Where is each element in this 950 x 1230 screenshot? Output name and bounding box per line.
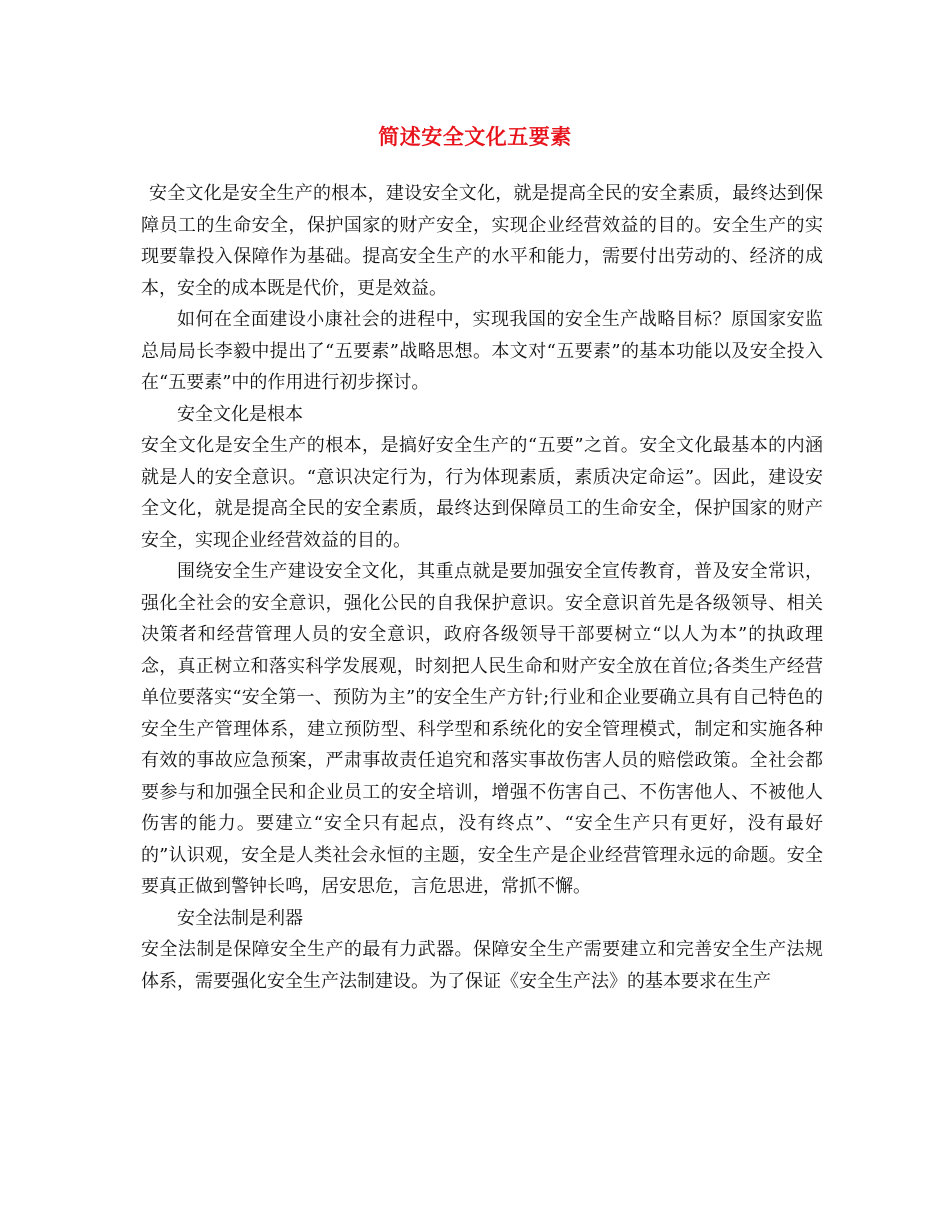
section-heading-safety-culture: 安全文化是根本 [177, 403, 303, 425]
paragraph-safety-law: 安全法制是保障安全生产的最有力武器。保障安全生产需要建立和完善安全生产法规体系，需要强化安全生产法制建设。为了保证《安全生产法》的基本要求在生产 [141, 939, 823, 992]
paragraph-safety-awareness: 围绕安全生产建设安全文化，其重点就是要加强安全宣传教育，普及安全常识，强化全社会的安全意识，强化公民的自我保护意识。安全意识首先是各级领导、相关决策者和经营管理人员的安全意识，政府各级领导干部要树立“以人为本”的执政理念，真正树立和落实科学发展观，时刻把人民生命和财产安全放在首位;各类生产经营单位要落实“安全第一、预防为主”的安全生产方针;行业和企业要确立具有自己特色的安全生产管理体系，建立预防型、科学型和系统化的安全管理模式，制定和实施各种有效的事故应急预案，严肃事故责任追究和落实事故伤害人员的赔偿政策。全社会都要参与和加强全民和企业员工的安全培训，增强不伤害自己、不伤害他人、不被他人伤害的能力。要建立“安全只有起点，没有终点”、“安全生产只有更好，没有最好的”认识观，安全是人类社会永恒的主题，安全生产是企业经营管理永远的命题。安全要真正做到警钟长鸣，居安思危，言危思进，常抓不懈。 [141, 561, 823, 897]
document-title: 简述安全文化五要素 [378, 124, 572, 149]
section-heading-safety-law: 安全法制是利器 [177, 907, 303, 929]
document-body [141, 178, 823, 997]
paragraph-intro: 安全文化是安全生产的根本，建设安全文化，就是提高全民的安全素质，最终达到保障员工的生命安全，保护国家的财产安全，实现企业经营效益的目的。安全生产的实现要靠投入保障作为基础。提高安全生产的水平和能力，需要付出劳动的、经济的成本，安全的成本既是代价，更是效益。 [141, 183, 823, 299]
paragraph-safety-culture: 安全文化是安全生产的根本，是搞好安全生产的“五要”之首。安全文化最基本的内涵就是人的安全意识。“意识决定行为，行为体现素质，素质决定命运”。因此，建设安全文化，就是提高全民的安全素质，最终达到保障员工的生命安全，保护国家的财产安全，实现企业经营效益的目的。 [141, 435, 823, 551]
paragraph-five-elements: 如何在全面建设小康社会的进程中，实现我国的安全生产战略目标？原国家安监总局局长李毅中提出了“五要素”战略思想。本文对“五要素”的基本功能以及安全投入在“五要素”中的作用进行初步探讨。 [141, 309, 823, 393]
